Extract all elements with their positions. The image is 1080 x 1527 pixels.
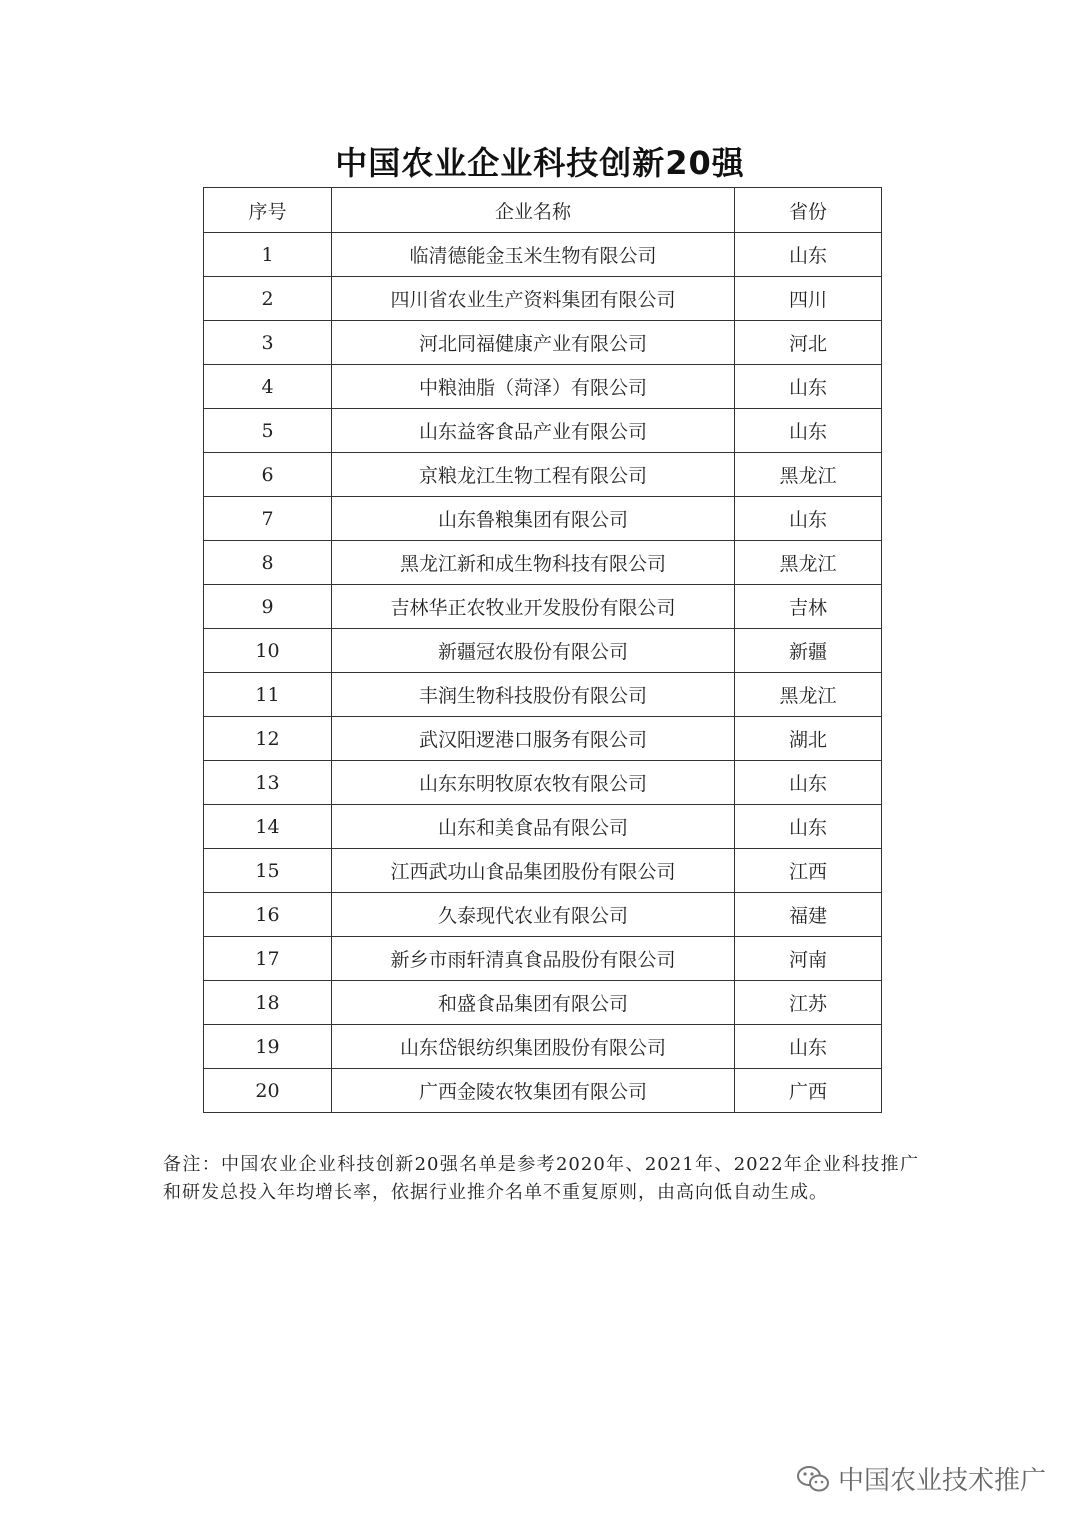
wechat-icon: [796, 1465, 830, 1493]
table-row: [204, 629, 882, 673]
cell-company-name: 黑龙江新和成生物科技有限公司: [332, 541, 735, 585]
cell-province: 吉林: [735, 585, 882, 629]
table-row: [204, 717, 882, 761]
cell-no: 5: [204, 409, 332, 453]
cell-no: 9: [204, 585, 332, 629]
cell-no: 17: [204, 937, 332, 981]
watermark-text: 中国农业技术推广: [837, 1466, 1046, 1496]
cell-no: 16: [204, 893, 332, 937]
table-row: [204, 321, 882, 365]
table-row: [204, 981, 882, 1025]
cell-no: 4: [204, 365, 332, 409]
cell-company-name: 京粮龙江生物工程有限公司: [332, 453, 735, 497]
cell-no: 18: [204, 981, 332, 1025]
table-row: [204, 541, 882, 585]
table-row: [204, 1069, 882, 1113]
cell-no: 10: [204, 629, 332, 673]
table-row: [204, 233, 882, 277]
cell-company-name: 山东益客食品产业有限公司: [332, 409, 735, 453]
table-row: [204, 849, 882, 893]
cell-company-name: 武汉阳逻港口服务有限公司: [332, 717, 735, 761]
ranking-table: [203, 187, 882, 1113]
header-no: 序号: [204, 188, 332, 233]
cell-company-name: 吉林华正农牧业开发股份有限公司: [332, 585, 735, 629]
cell-company-name: 新乡市雨轩清真食品股份有限公司: [332, 937, 735, 981]
cell-company-name: 山东岱银纺织集团股份有限公司: [332, 1025, 735, 1069]
cell-company-name: 丰润生物科技股份有限公司: [332, 673, 735, 717]
cell-company-name: 河北同福健康产业有限公司: [332, 321, 735, 365]
cell-company-name: 临清德能金玉米生物有限公司: [332, 233, 735, 277]
cell-company-name: 中粮油脂（菏泽）有限公司: [332, 365, 735, 409]
table-row: [204, 497, 882, 541]
cell-province: 江苏: [735, 981, 882, 1025]
cell-province: 新疆: [735, 629, 882, 673]
table-body: [204, 233, 882, 1113]
cell-province: 山东: [735, 497, 882, 541]
cell-province: 黑龙江: [735, 453, 882, 497]
table-row: [204, 673, 882, 717]
table-row: [204, 409, 882, 453]
cell-no: 1: [204, 233, 332, 277]
cell-company-name: 山东东明牧原农牧有限公司: [332, 761, 735, 805]
table-row: [204, 277, 882, 321]
cell-province: 山东: [735, 1025, 882, 1069]
cell-province: 黑龙江: [735, 673, 882, 717]
cell-province: 山东: [735, 409, 882, 453]
cell-province: 黑龙江: [735, 541, 882, 585]
cell-company-name: 久泰现代农业有限公司: [332, 893, 735, 937]
table-row: [204, 761, 882, 805]
cell-company-name: 广西金陵农牧集团有限公司: [332, 1069, 735, 1113]
cell-no: 3: [204, 321, 332, 365]
watermark: [796, 1460, 1046, 1497]
header-company-name: 企业名称: [332, 188, 735, 233]
cell-province: 山东: [735, 805, 882, 849]
page-title: 中国农业企业科技创新20强: [335, 144, 745, 182]
cell-no: 6: [204, 453, 332, 497]
cell-company-name: 江西武功山食品集团股份有限公司: [332, 849, 735, 893]
cell-province: 福建: [735, 893, 882, 937]
cell-no: 11: [204, 673, 332, 717]
cell-company-name: 山东鲁粮集团有限公司: [332, 497, 735, 541]
table-row: [204, 937, 882, 981]
footnote: 备注：中国农业企业科技创新20强名单是参考2020年、2021年、2022年企业科技推广和研发总投入年均增长率，依据行业推介名单不重复原则，由高向低自动生成。: [163, 1154, 919, 1203]
table-row: [204, 365, 882, 409]
cell-no: 14: [204, 805, 332, 849]
cell-province: 河北: [735, 321, 882, 365]
cell-no: 20: [204, 1069, 332, 1113]
header-province: 省份: [735, 188, 882, 233]
cell-no: 13: [204, 761, 332, 805]
cell-no: 7: [204, 497, 332, 541]
cell-no: 19: [204, 1025, 332, 1069]
table-row: [204, 453, 882, 497]
cell-no: 12: [204, 717, 332, 761]
table-row: [204, 893, 882, 937]
cell-province: 山东: [735, 233, 882, 277]
cell-company-name: 新疆冠农股份有限公司: [332, 629, 735, 673]
cell-province: 山东: [735, 761, 882, 805]
table-row: [204, 585, 882, 629]
cell-company-name: 四川省农业生产资料集团有限公司: [332, 277, 735, 321]
cell-no: 15: [204, 849, 332, 893]
cell-no: 8: [204, 541, 332, 585]
cell-no: 2: [204, 277, 332, 321]
cell-company-name: 和盛食品集团有限公司: [332, 981, 735, 1025]
cell-company-name: 山东和美食品有限公司: [332, 805, 735, 849]
table-row: [204, 805, 882, 849]
table-header-row: [204, 188, 882, 233]
cell-province: 四川: [735, 277, 882, 321]
cell-province: 广西: [735, 1069, 882, 1113]
cell-province: 山东: [735, 365, 882, 409]
cell-province: 江西: [735, 849, 882, 893]
cell-province: 河南: [735, 937, 882, 981]
cell-province: 湖北: [735, 717, 882, 761]
table-row: [204, 1025, 882, 1069]
